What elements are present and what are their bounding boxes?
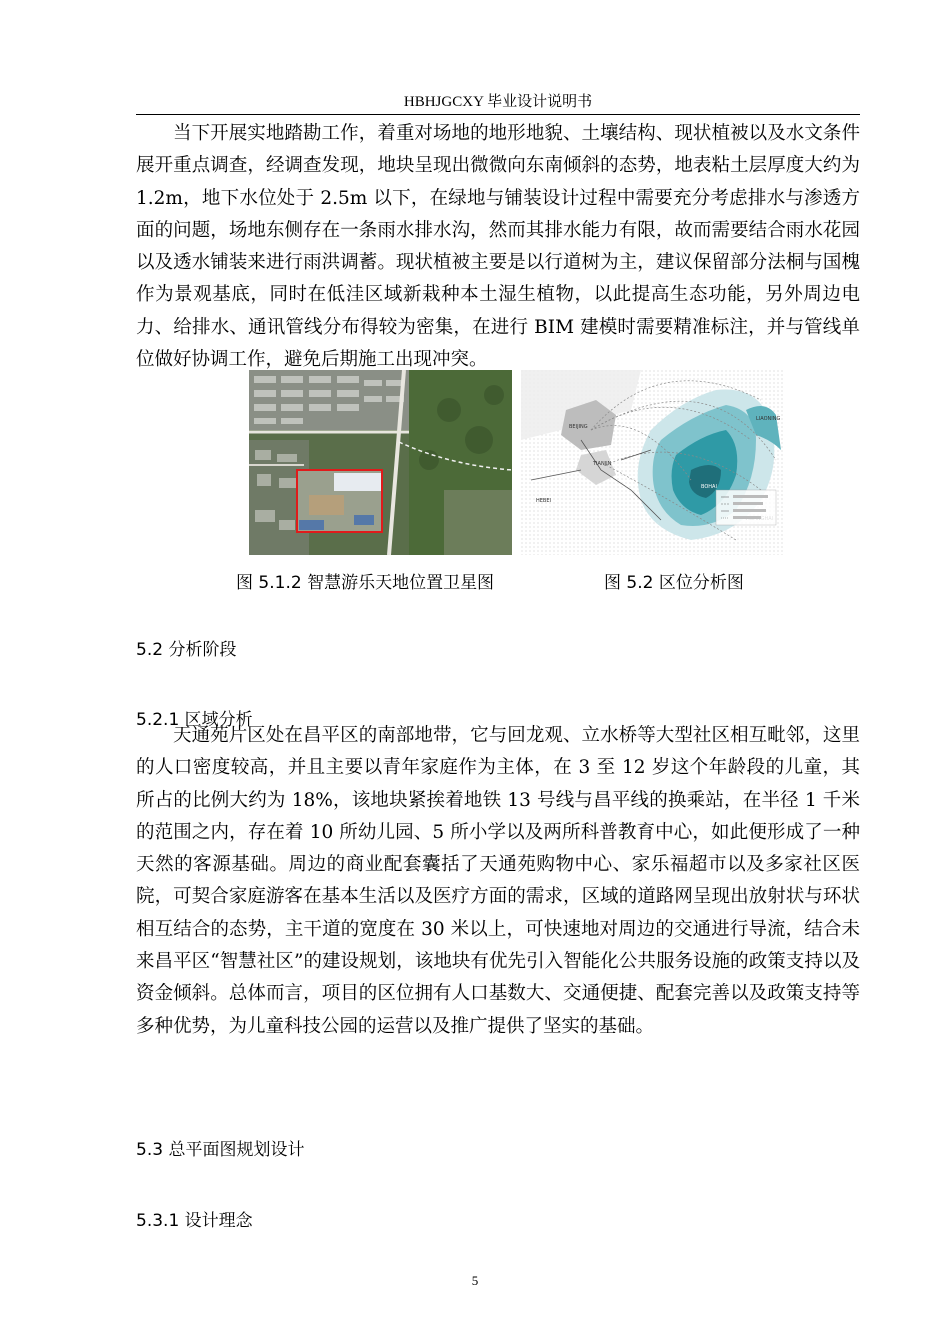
map-label-tianjin: TIANJIN [593,461,612,467]
regional-analysis-paragraph: 天通苑片区处在昌平区的南部地带，它与回龙观、立水桥等大型社区相互毗邻，这里的人口密度较高，并且主要以青年家庭作为主体，在 3 至 12 岁这个年龄段的儿童，其所占的比例大约为 18%，该地块紧挨着地铁 13 号线与昌平线的换乘站，在半径 1 千米的范围之内，存在着 10 所幼儿园、5 所小学以及两所科普教育中心，如此便形成了一种天然的客源基础。周边的商业配套囊括了天通苑购物中心、家乐福超市以及多家社区医院，可契合家庭游客在基本生活以及医疗方面的需求，区域的道路网呈现出放射状与环状相互结合的态势，主干道的宽度在 30 米以上，可快速地对周边的交通进行导流，结合未来昌平区“智慧社区”的建设规划，该地块有优先引入智能化公共服务设施的政策支持以及资金倾斜。总体而言，项目的区位拥有人口基数大、交通便捷、配套完善以及政策支持等多种优势，为儿童科技公园的运营以及推广提供了坚实的基础。 [136,725,860,1037]
map-label-beijing: BEIJING [569,424,588,430]
map-label-liaoning: LIAONING [756,416,781,422]
regional-map-graphic [521,370,785,555]
section-heading-5-3-1: 5.3.1 设计理念 [136,1211,253,1231]
section-heading-5-2-1: 5.2.1 区域分析 [136,710,253,730]
regional-analysis-map [521,370,785,555]
page-header: HBHJGCXY 毕业设计说明书 [403,94,593,110]
section-heading-5-3: 5.3 总平面图规划设计 [136,1140,305,1160]
site-survey-paragraph: 当下开展实地踏勘工作，着重对场地的地形地貌、土壤结构、现状植被以及水文条件展开重点调查，经调查发现，地块呈现出微微向东南倾斜的态势，地表粘土层厚度大约为 1.2m，地下水位处于 2.5m 以下，在绿地与铺装设计过程中需要充分考虑排水与渗透方面的问题，场地东侧存在一条雨水排水沟，然而其排水能力有限，故而需要结合雨水花园以及透水铺装来进行雨洪调蓄。现状植被主要是以行道树为主，建议保留部分法桐与国槐作为景观基底，同时在低洼区域新栽种本土湿生植物，以此提高生态功能，另外周边电力、给排水、通讯管线分布得较为密集，在进行 BIM 建模时需要精准标注，并与管线单位做好协调工作，避免后期施工出现冲突。 [136,123,860,371]
map-label-hebei: HEBEI [536,498,551,504]
satellite-figure-caption: 图 5.1.2 智慧游乐天地位置卫星图 [236,573,495,593]
section-heading-5-2: 5.2 分析阶段 [136,640,237,660]
satellite-graphic [249,370,512,555]
page-number: 5 [471,1273,479,1288]
header-divider [136,114,860,115]
regional-map-caption: 图 5.2 区位分析图 [604,573,744,593]
map-label-bohai: BOHAI [701,484,717,490]
satellite-image [249,370,512,555]
